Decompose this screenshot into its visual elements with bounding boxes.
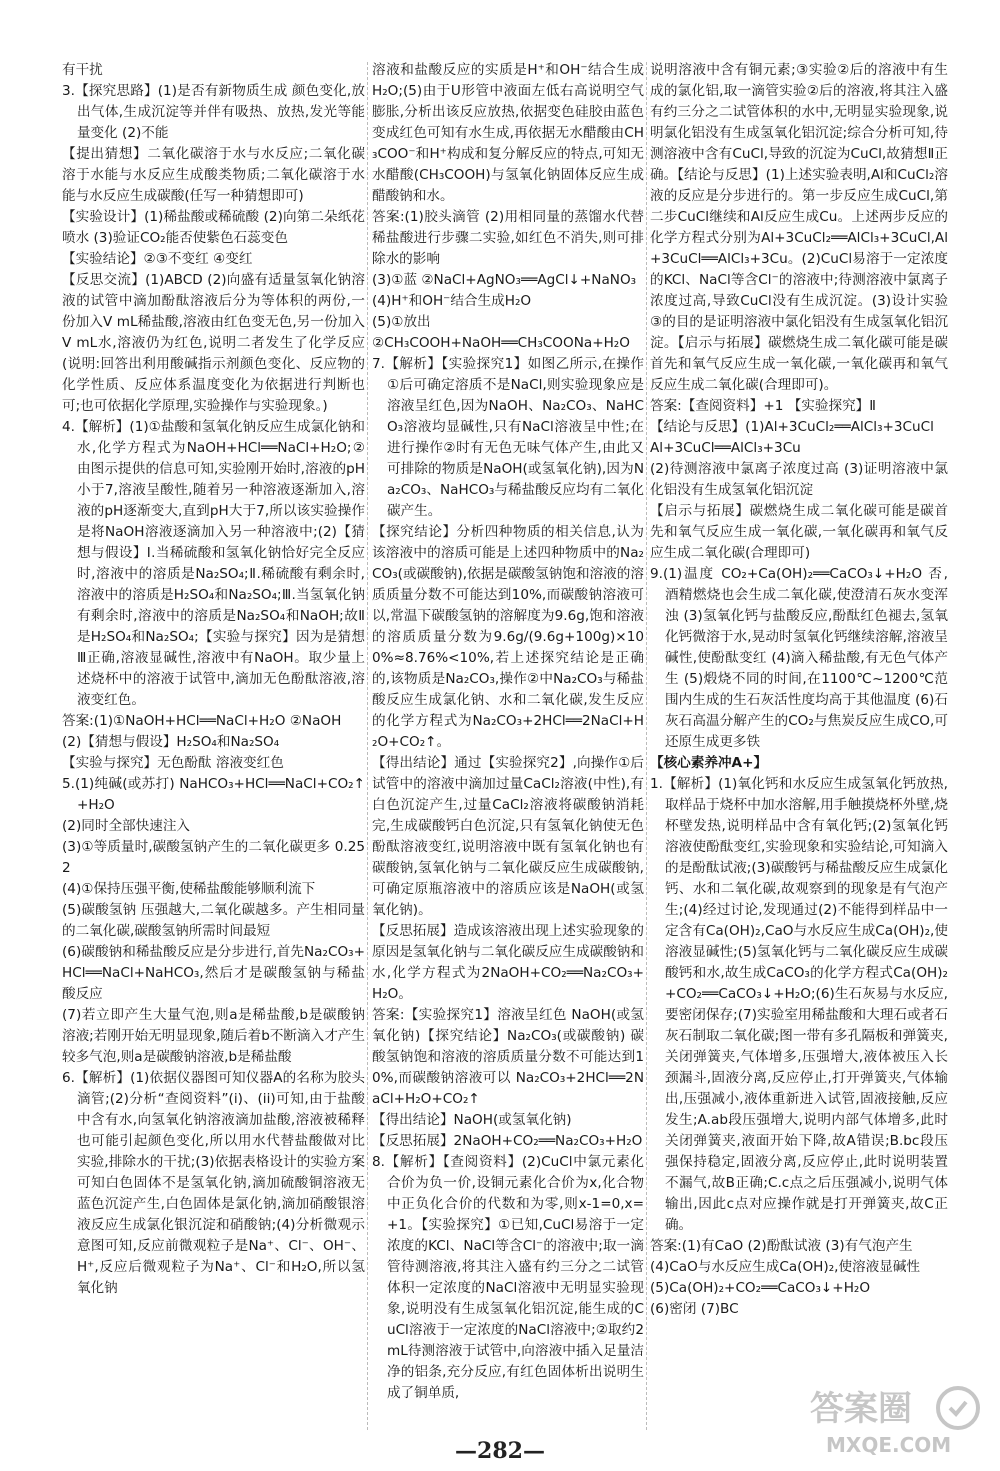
text-paragraph: 【实验设计】(1)稀盐酸或稀硫酸 (2)向第二朵纸花喷水 (3)验证CO₂能否使紫色石蕊变色 [62,209,365,246]
text-paragraph: 【实验与探究】无色酚酞 溶液变红色 [62,755,284,771]
answer-line: 答案:【查阅资料】+1 【实验探究】Ⅱ [650,398,876,414]
watermark-text-bottom: MXQE.COM [826,1433,952,1457]
page-number: —282— [455,1438,545,1464]
text-paragraph: 【得出结论】通过【实验探究2】,向操作①后试管中的溶液中滴加过量CaCl₂溶液(中性),有白色沉淀产生,过量CaCl₂溶液将碳酸钠消耗完,生成碳酸钙白色沉淀,只有氢氧化钠使无色酚酞溶液变红,说明溶液中既有氢氧化钠也有碳酸钠,氢氧化钠与二氧化碳反应生成碳酸钠,可确定原瓶溶液中的溶质应该是NaOH(或氢氧化钠)。 [372,755,644,918]
text-paragraph: (4)H⁺和OH⁻结合生成H₂O [372,293,532,309]
watermark-logo [790,1380,990,1460]
section-header: 【核心素养冲A+】 [650,755,768,771]
answer-line: 答案:(1)有CaO (2)酚酞试液 (3)有气泡产生 [650,1238,913,1254]
text-paragraph: 溶液和盐酸反应的实质是H⁺和OH⁻结合生成H₂O;(5)由于U形管中液面左低右高说明空气膨胀,分析出该反应放热,依据变色硅胶由蓝色变成红色可知有水生成,再依据无水醋酸由CH₃COO⁻和H⁺构成和复分解反应的特点,可知无水醋酸(CH₃COOH)与氢氧化钠固体反应生成醋酸钠和水。 [372,62,644,204]
answer-line: 答案:(1)①NaOH+HCl══NaCl+H₂O ②NaOH [62,713,342,729]
text-line: 有干扰 [62,62,103,78]
text-paragraph: (2)【猜想与假设】H₂SO₄和Na₂SO₄ [62,734,280,750]
text-paragraph: (5)碳酸氢钠 压强越大,二氧化碳越多。产生相同量的二氧化碳,碳酸氢钠所需时间最短 [62,902,365,939]
text-paragraph: (6)密闭 (7)BC [650,1301,739,1317]
text-paragraph: 【实验结论】②③不变红 ④变红 [62,251,253,267]
column-divider [367,62,368,1430]
answer-item-4: 4.【解析】(1)①盐酸和氢氧化钠反应生成氯化钠和水,化学方程式为NaOH+HCl══NaCl+H₂O;②由图示提供的信息可知,实验刚开始时,溶液的pH小于7,溶液呈酸性,随着另一种溶液逐渐加入,溶液的pH逐渐变大,直到pH大于7,所以该实验操作是将NaOH溶液逐滴加入另一种溶液中;(2)【猜想与假设】Ⅰ.当稀硫酸和氢氧化钠恰好完全反应时,溶液中的溶质是Na₂SO₄;Ⅱ.稀硫酸有剩余时,溶液中的溶质是H₂SO₄和Na₂SO₄;Ⅲ.当氢氧化钠有剩余时,溶液中的溶质是Na₂SO₄和NaOH;故Ⅱ是H₂SO₄和Na₂SO₄;【实验与探究】因为是猜想Ⅲ正确,溶液显碱性,溶液中有NaOH。取少量上述烧杯中的溶液于试管中,滴加无色酚酞溶液,溶液变红色。 [62,419,365,708]
text-paragraph: (6)碳酸钠和稀盐酸反应是分步进行,首先Na₂CO₃+HCl══NaCl+NaHCO₃,然后才是碳酸氢钠与稀盐酸反应 [62,944,365,1002]
answer-item-3: 3.【探究思路】(1)是否有新物质生成 颜色变化,放出气体,生成沉淀等并伴有吸热、放热,发光等能量变化 (2)不能 [62,83,365,141]
answer-item-7: 7.【解析】【实验探究1】如图乙所示,在操作①后可确定溶质不是NaCl,则实验现象应是溶液呈红色,因为NaOH、Na₂CO₃、NaHCO₃溶液均显碱性,只有NaCl溶液呈中性;在进行操作②时有无色无味气体产生,由此又可排除的物质是NaOH(或氢氧化钠),因为Na₂CO₃、NaHCO₃与稀盐酸反应均有二氧化碳产生。 [372,356,644,519]
text-paragraph: 【探究结论】分析四种物质的相关信息,认为该溶液中的溶质可能是上述四种物质中的Na₂CO₃(或碳酸钠),依据是碳酸氢钠饱和溶液的溶质质量分数不可能达到10%,而碳酸钠溶液可以,常温下碳酸氢钠的溶解度为9.6g,饱和溶液的溶质质量分数为9.6g/(9.6g+100g)×100%≈8.76%<10%,若上述探究结论是正确的,该物质是Na₂CO₃,操作②中Na₂CO₃与稀盐酸反应生成氯化钠、水和二氧化碳,发生反应的化学方程式为Na₂CO₃+2HCl══2NaCl+H₂O+CO₂↑。 [372,524,644,750]
column-divider [646,62,647,1430]
answer-item-6: 6.【解析】(1)依据仪器图可知仪器A的名称为胶头滴管;(2)分析“查阅资料”(i)、(ii)可知,由于盐酸中含有水,向氢氧化钠溶液滴加盐酸,溶液被稀释也可能引起颜色变化,所以用水代替盐酸做对比实验,排除水的干扰;(3)依据表格设计的实验方案可知白色固体不是氢氧化钠,滴加硫酸铜溶液无蓝色沉淀产生,白色固体是氯化钠,滴加硝酸银溶液反应生成氯化银沉淀和硝酸钠;(4)分析微观示意图可知,反应前微观粒子是Na⁺、Cl⁻、OH⁻、H⁺,反应后微观粒子为Na⁺、Cl⁻和H₂O,所以氢氧化钠 [62,1070,365,1296]
text-paragraph: (2)同时全部快速注入 [62,818,191,834]
text-paragraph: 【启示与拓展】碳燃烧生成二氧化碳可能是碳首先和氧气反应生成一氧化碳,一氧化碳再和氧气反应生成二氧化碳(合理即可) [650,503,948,561]
text-paragraph: (5)①放出 [372,314,431,330]
column-left [62,60,365,1440]
text-paragraph: (4)CaO与水反应生成Ca(OH)₂,使溶液显碱性 [650,1259,921,1275]
column-middle [372,60,644,1440]
text-paragraph: 说明溶液中含有铜元素;③实验②后的溶液中有生成的氯化铝,取一滴管实验②后的溶液,将其注入盛有约三分之二试管体积的水中,无明显实验现象,说明氯化铝没有生成氢氧化铝沉淀;综合分析可知,待测溶液中含有CuCl,导致的沉淀为CuCl,故猜想Ⅱ正确。【结论与反思】(1)上述实验表明,Al和CuCl₂溶液的反应是分步进行的。第一步反应生成CuCl,第二步CuCl继续和Al反应生成Cu。上述两步反应的化学方程式分别为Al+3CuCl₂══AlCl₃+3CuCl,Al+3CuCl══AlCl₃+3Cu。(2)CuCl易溶于一定浓度的KCl、NaCl等含Cl⁻的溶液中;待测溶液中氯离子浓度过高,导致CuCl没有生成沉淀。(3)设计实验③的目的是证明溶液中氯化铝没有生成氢氧化铝沉淀。【启示与拓展】碳燃烧生成二氧化碳可能是碳首先和氧气反应生成一氧化碳,一氧化碳再和氧气反应生成二氧化碳(合理即可)。 [650,62,948,393]
text-paragraph: (2)待测溶液中氯离子浓度过高 (3)证明溶液中氯化铝没有生成氢氧化铝沉淀 [650,461,948,498]
answer-line: 答案:(1)胶头滴管 (2)用相同量的蒸馏水代替稀盐酸进行步骤二实验,如红色不消失,则可排除水的影响 [372,209,644,267]
answer-item-5: 5.(1)纯碱(或苏打) NaHCO₃+HCl══NaCl+CO₂↑+H₂O [62,776,365,813]
text-paragraph: 【反思拓展】2NaOH+CO₂══Na₂CO₃+H₂O [372,1133,643,1149]
watermark-text-top: 答案圈 [810,1389,912,1429]
text-paragraph: (3)①蓝 ②NaCl+AgNO₃══AgCl↓+NaNO₃ [372,272,637,288]
column-right [650,60,948,1440]
text-paragraph: (5)Ca(OH)₂+CO₂══CaCO₃↓+H₂O [650,1280,871,1296]
answer-item-8: 8.【解析】【查阅资料】(2)CuCl中氯元素化合价为负一价,设铜元素化合价为x,化合物中正负化合价的代数和为零,则x-1=0,x=+1。【实验探究】①已知,CuCl易溶于一定浓度的KCl、NaCl等含Cl⁻的溶液中;取一滴管待测溶液,将其注入盛有约三分之二试管体积一定浓度的NaCl溶液中无明显实验现象,说明没有生成氢氧化铝沉淀,能生成的CuCl溶液于一定浓度的NaCl溶液中;②取约2mL待测溶液于试管中,向溶液中插入足量洁净的铝条,充分反应,有红色固体析出说明生成了铜单质, [372,1154,644,1401]
text-paragraph: 【提出猜想】二氧化碳溶于水与水反应;二氧化碳溶于水能与水反应生成酸类物质;二氧化碳溶于水能与水反应生成碳酸(任写一种猜想即可) [62,146,365,204]
text-paragraph: 【得出结论】NaOH(或氢氧化钠) [372,1112,572,1128]
text-paragraph: (7)若立即产生大量气泡,则a是稀盐酸,b是碳酸钠溶液;若刚开始无明显现象,随后着b不断滴入才产生较多气泡,则a是碳酸钠溶液,b是稀盐酸 [62,1007,365,1065]
text-paragraph: (3)①等质量时,碳酸氢钠产生的二氧化碳更多 0.252 [62,839,365,876]
answer-item-1: 1.【解析】(1)氧化钙和水反应生成氢氧化钙放热,取样品于烧杯中加水溶解,用手触摸烧杯外壁,烧杯壁发热,说明样品中含有氧化钙;(2)氢氧化钙溶液使酚酞变红,实验现象和实验结论,可知滴入的是酚酞试液;(3)碳酸钙与稀盐酸反应生成氯化钙、水和二氧化碳,故观察到的现象是有气泡产生;(4)经过讨论,发现通过(2)不能得到样品中一定含有Ca(OH)₂,CaO与水反应生成Ca(OH)₂,使溶液显碱性;(5)氢氧化钙与二氧化碳反应生成碳酸钙和水,故生成CaCO₃的化学方程式Ca(OH)₂+CO₂══CaCO₃↓+H₂O;(6)生石灰易与水反应,要密闭保存;(7)实验室用稀盐酸和大理石或者石灰石制取二氧化碳;图一带有多孔隔板和弹簧夹,关闭弹簧夹,气体增多,压强增大,液体被压入长颈漏斗,固液分离,反应停止,打开弹簧夹,气体输出,压强减小,液体重新进入试管,固液接触,反应发生;A.ab段压强增大,说明内部气体增多,此时关闭弹簧夹,液面开始下降,故A错误;B.bc段压强保持稳定,固液分离,反应停止,此时说明装置不漏气,故B正确;C.c点之后压强减小,说明气体输出,因此c点对应操作就是打开弹簧夹,故C正确。 [650,776,948,1233]
text-paragraph: 【反思拓展】造成该溶液出现上述实验现象的原因是氢氧化钠与二氧化碳反应生成碳酸钠和水,化学方程式为2NaOH+CO₂══Na₂CO₃+H₂O。 [372,923,644,1002]
text-paragraph: 【反思交流】(1)ABCD (2)向盛有适量氢氧化钠溶液的试管中滴加酚酞溶液后分为等体积的两份,一份加入V mL稀盐酸,溶液由红色变无色,另一份加入V mL水,溶液仍为红色,说明二者发生了化学反应(说明:回答出利用酸碱指示剂颜色变化、反应物的化学性质、反应体系温度变化为依据进行判断也可;也可依据化学原理,实验操作与实验现象。) [62,272,365,414]
answer-item-9: 9.(1)温度 CO₂+Ca(OH)₂══CaCO₃↓+H₂O 否,酒精燃烧也会生成二氧化碳,使澄清石灰水变浑浊 (3)氢氧化钙与盐酸反应,酚酞红色褪去,氢氧化钙微溶于水,晃动时氢氧化钙继续溶解,溶液呈碱性,使酚酞变红 (4)滴入稀盐酸,有无色气体产生 (5)煅烧不同的时间,在1100℃~1200℃范围内生成的生石灰活性度均高于其他温度 (6)石灰石高温分解产生的CO₂与焦炭反应生成CO,可还原生成更多铁 [650,566,948,750]
text-paragraph: 【结论与反思】(1)Al+3CuCl₂══AlCl₃+3CuCl [650,419,934,435]
text-paragraph: Al+3CuCl══AlCl₃+3Cu [650,440,801,456]
text-paragraph: ②CH₃COOH+NaOH══CH₃COONa+H₂O [372,335,630,351]
text-paragraph: (4)①保持压强平衡,使稀盐酸能够顺利流下 [62,881,316,897]
answer-line: 答案:【实验探究1】溶液呈红色 NaOH(或氢氧化钠)【探究结论】Na₂CO₃(或碳酸钠) 碳酸氢钠饱和溶液的溶质质量分数不可能达到10%,而碳酸钠溶液可以 Na₂CO₃+2HCl══2NaCl+H₂O+CO₂↑ [372,1007,644,1107]
